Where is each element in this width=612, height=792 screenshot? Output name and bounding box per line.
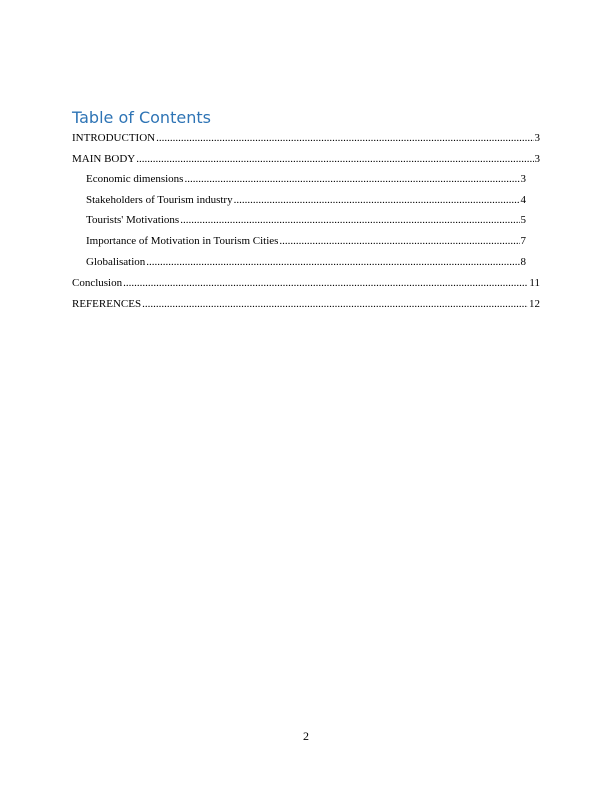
dot-leader [123,276,528,290]
toc-entry-conclusion[interactable] [72,276,540,290]
dot-leader [180,213,519,227]
toc-entry-page: 4 [520,194,526,206]
dot-leader [146,255,519,269]
toc-entry-main-body[interactable] [72,152,540,166]
toc-entry-label: MAIN BODY [72,153,136,165]
toc-entry-introduction[interactable] [72,131,540,145]
toc-entry-page: 7 [520,235,526,247]
toc-entry-page: 8 [520,256,526,268]
dot-leader [142,297,528,311]
toc-entry-label: Conclusion [72,277,123,289]
dot-leader [234,193,520,207]
dot-leader [279,234,519,248]
toc-entry-globalisation[interactable] [86,255,526,269]
toc-title: Table of Contents [72,108,211,127]
toc-entry-stakeholders[interactable] [86,193,526,207]
toc-entry-page: 11 [529,277,540,289]
toc-entry-references[interactable] [72,297,540,311]
toc-entry-label: REFERENCES [72,298,142,310]
toc-entry-page: 12 [529,298,540,310]
dot-leader [156,131,533,145]
toc-entry-page: 3 [534,132,540,144]
toc-entry-tourists-motivations[interactable] [86,213,526,227]
toc-entry-label: INTRODUCTION [72,132,156,144]
toc-entry-label: Economic dimensions [86,173,184,185]
dot-leader [184,172,519,186]
page-number: 2 [303,729,309,743]
toc-entry-page: 3 [520,173,526,185]
toc-entry-economic-dimensions[interactable] [86,172,526,186]
toc-entry-importance-of-motivation[interactable] [86,234,526,248]
toc-entry-label: Importance of Motivation in Tourism Cities [86,235,279,247]
toc-entry-label: Tourists' Motivations [86,214,180,226]
toc-entry-label: Stakeholders of Tourism industry [86,194,233,206]
toc-entry-label: Globalisation [86,256,146,268]
toc-entry-page: 3 [534,153,540,165]
dot-leader [136,152,533,166]
toc-entry-page: 5 [520,214,526,226]
